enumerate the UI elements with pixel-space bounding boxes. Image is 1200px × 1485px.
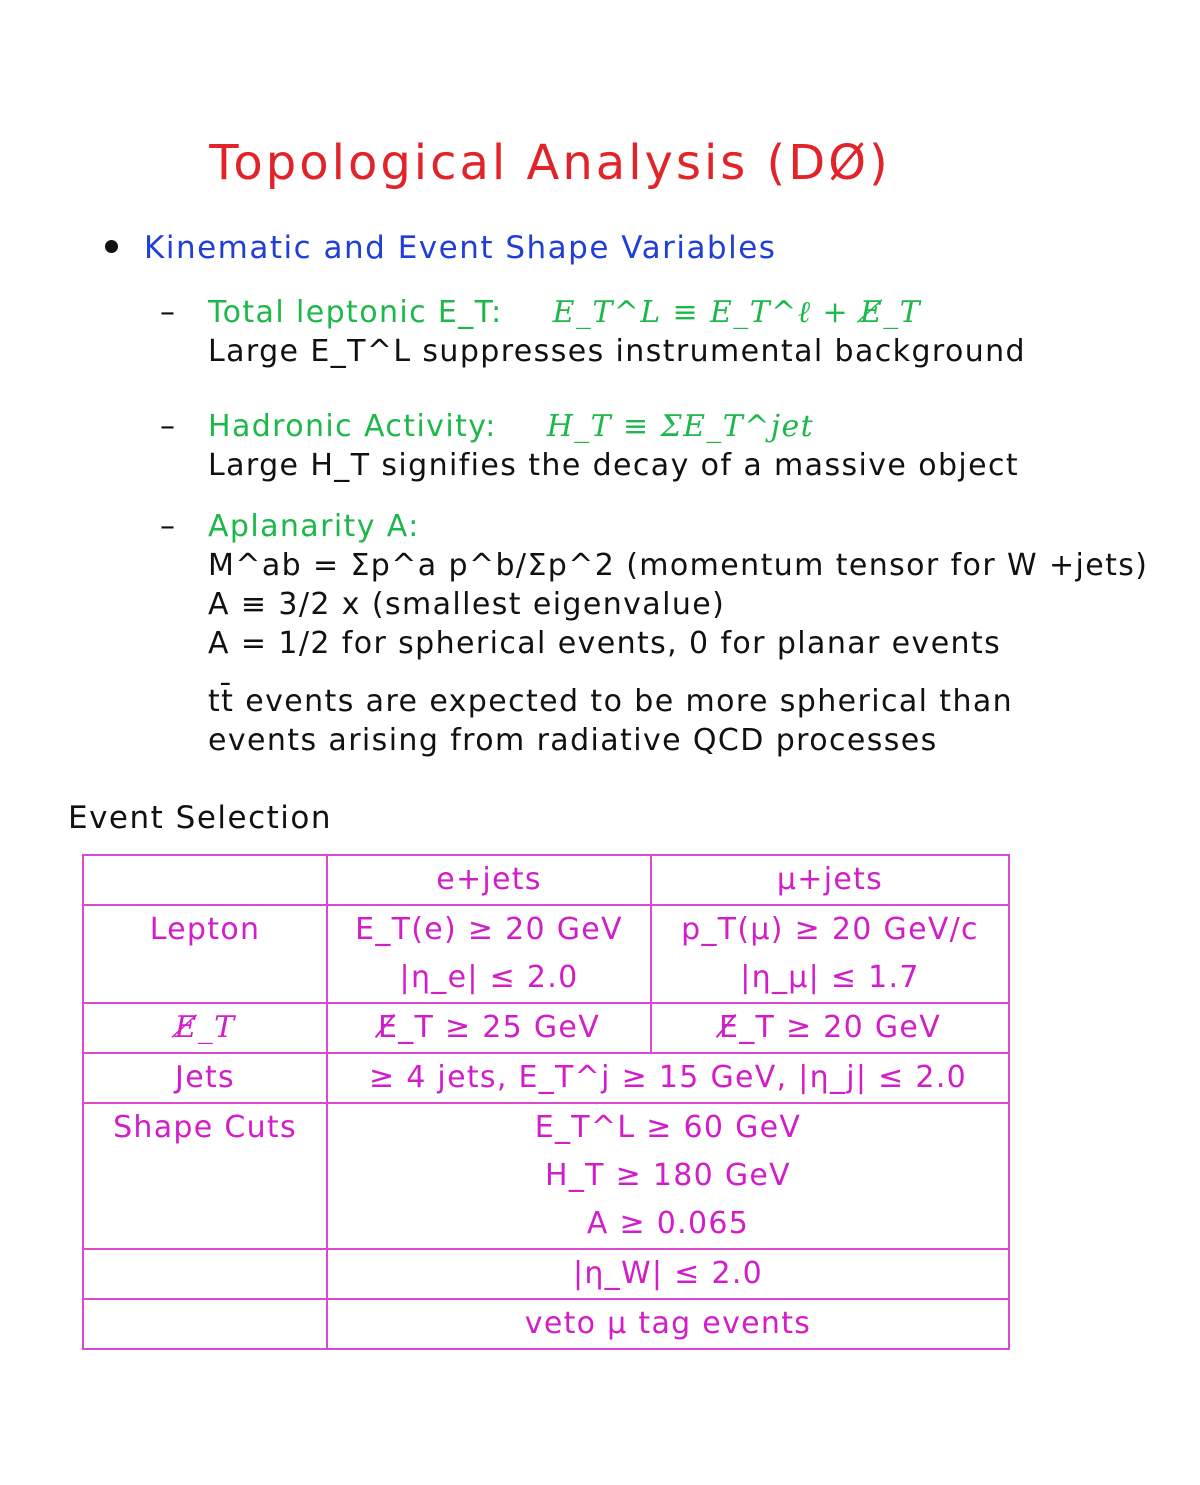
dash-icon: – <box>160 409 177 444</box>
row-label <box>83 1249 327 1299</box>
table-header-row <box>83 855 1009 905</box>
row-label: Jets <box>83 1053 327 1103</box>
cell-mu-jets: p_T(μ) ≥ 20 GeV/c |η_μ| ≤ 1.7 <box>651 905 1009 1003</box>
table-header-cell <box>83 855 327 905</box>
note-paragraph <box>208 682 1013 760</box>
row-label: Shape Cuts <box>83 1103 327 1249</box>
item-hadronic-activity <box>160 407 1019 485</box>
section-heading: Event Selection <box>68 800 333 836</box>
row-label: E̸_T <box>83 1003 327 1053</box>
note-line: events arising from radiative QCD processes <box>208 723 938 758</box>
item-formula: E_T^L ≡ E_T^ℓ + E̸_T <box>552 295 922 330</box>
item-aplanarity <box>160 507 1148 663</box>
table-header-cell: μ+jets <box>651 855 1009 905</box>
selection-table <box>82 854 1010 1350</box>
table-header-cell: e+jets <box>327 855 651 905</box>
page-title: Topological Analysis (DØ) <box>209 135 891 191</box>
item-description: Large H_T signifies the decay of a massive object <box>208 448 1020 483</box>
item-label: Total leptonic E_T: <box>208 295 503 330</box>
item-formula: H_T ≡ ΣE_T^jet <box>546 409 815 444</box>
table-row <box>83 1103 1009 1249</box>
item-label-line <box>208 293 1026 332</box>
table-row <box>83 1003 1009 1053</box>
cell-mu-jets: E̸_T ≥ 20 GeV <box>651 1003 1009 1053</box>
table-row <box>83 1249 1009 1299</box>
row-label: Lepton <box>83 905 327 1003</box>
bullet-kinematic <box>105 230 776 266</box>
cell-both: |η_W| ≤ 2.0 <box>327 1249 1009 1299</box>
cell-both: veto μ tag events <box>327 1299 1009 1349</box>
table-row <box>83 905 1009 1003</box>
cell-both: ≥ 4 jets, E_T^j ≥ 15 GeV, |η_j| ≤ 2.0 <box>327 1053 1009 1103</box>
dash-icon: – <box>160 509 177 544</box>
dash-icon: – <box>160 295 177 330</box>
table-row <box>83 1299 1009 1349</box>
item-line: A = 1/2 for spherical events, 0 for planar events <box>208 626 1002 661</box>
item-label-line <box>208 407 1019 446</box>
bullet-text: Kinematic and Event Shape Variables <box>144 230 777 266</box>
cell-e-jets: E̸_T ≥ 25 GeV <box>327 1003 651 1053</box>
item-label: Hadronic Activity: <box>208 409 497 444</box>
item-description: Large E_T^L suppresses instrumental background <box>208 334 1026 369</box>
note-line: tt̄ events are expected to be more spherical than <box>208 684 1014 719</box>
row-label <box>83 1299 327 1349</box>
item-total-leptonic <box>160 293 1026 371</box>
item-line: M^ab = Σp^a p^b/Σp^2 (momentum tensor for W +jets) <box>208 548 1149 583</box>
cell-e-jets: E_T(e) ≥ 20 GeV |η_e| ≤ 2.0 <box>327 905 651 1003</box>
item-line: A ≡ 3/2 x (smallest eigenvalue) <box>208 587 726 622</box>
item-label: Aplanarity A: <box>208 509 420 544</box>
bullet-dot-icon <box>105 240 118 253</box>
table-row <box>83 1053 1009 1103</box>
cell-both: E_T^L ≥ 60 GeV H_T ≥ 180 GeV A ≥ 0.065 <box>327 1103 1009 1249</box>
